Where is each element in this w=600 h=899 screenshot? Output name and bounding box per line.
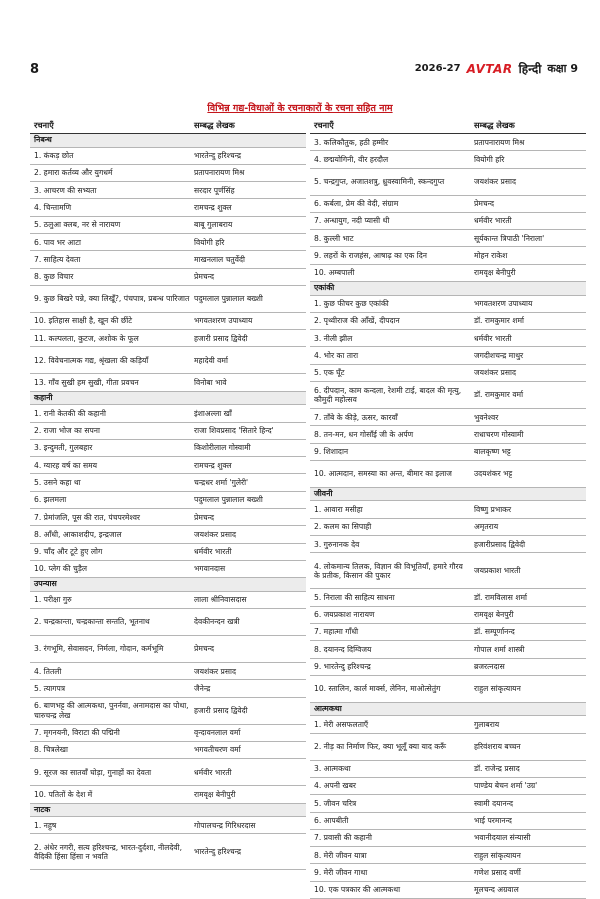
work-title: 4. लोकमान्य तिलक, विज्ञान की विभूतियाँ, हमारे गौरव के प्रतीक, किसान की पुकार: [314, 561, 463, 580]
table-row: [30, 405, 306, 422]
right-column: [310, 118, 586, 899]
table-row: [310, 734, 586, 761]
table-row: [310, 624, 586, 641]
author-name: प्रेमचन्द: [194, 512, 215, 522]
work-title: 5. एक घूँट: [314, 368, 345, 378]
work-title: 5. त्यागपत्र: [34, 683, 66, 693]
table-row: [30, 286, 306, 313]
table-header: [30, 118, 306, 134]
table-row: [30, 423, 306, 440]
author-name: पदुमलाल पुन्नालाल बख्शी: [194, 294, 263, 304]
work-title: 3. गुरुनानक देव: [314, 539, 360, 549]
table-row: [310, 347, 586, 364]
author-name: धर्मवीर भारती: [474, 216, 512, 226]
work-title: 7. मृगनयनी, विराटा की पद्मिनी: [34, 728, 120, 738]
table-row: [30, 374, 306, 391]
author-name: रामवृक्ष बेनीपुरी: [474, 268, 516, 278]
work-title: 6. दीपदान, काम कन्दला, रेशमी टाई, बादल की मृत्यु, कौमुदी महोत्सव: [314, 385, 462, 405]
work-title: 4. अपनी खबर: [314, 781, 357, 791]
page-header: [415, 60, 578, 77]
work-title: 7. प्रेमांजलि, पूस की रात, पंचपरमेश्वर: [34, 512, 141, 522]
author-name: पाण्डेय बेचन शर्मा 'उग्र': [474, 781, 538, 791]
work-title: 8. कुछ विचार: [34, 272, 74, 282]
author-name: भवानीदयाल संन्यासी: [474, 833, 531, 843]
section-heading: एकांकी: [310, 282, 586, 296]
table-row: [310, 813, 586, 830]
work-title: 1. आवारा मसीहा: [314, 505, 363, 514]
author-name: मूलचन्द अग्रवाल: [474, 885, 519, 895]
author-name: रामचन्द्र शुक्ल: [194, 460, 232, 470]
table-row: [30, 492, 306, 509]
author-name: महादेवी वर्मा: [194, 355, 228, 365]
table-row: [310, 607, 586, 624]
author-name: लाला श्रीनिवासदास: [194, 595, 247, 605]
table-row: [310, 641, 586, 658]
table-row: [30, 786, 306, 803]
table-row: [30, 330, 306, 347]
author-name: बालकृष्ण भट्ट: [474, 447, 511, 457]
table-row: [30, 834, 306, 870]
work-title: 8. चित्रलेखा: [34, 745, 68, 755]
work-title: 7. ताँबे के कीड़े, ऊसर, कारवाँ: [314, 412, 398, 422]
table-row: [30, 698, 306, 725]
table-row: [310, 330, 586, 347]
table-row: [310, 196, 586, 213]
table-row: [30, 544, 306, 561]
work-title: 5. निराला की साहित्य साधना: [314, 592, 395, 602]
work-title: 12. विवेचनात्मक गद्य, श्रृंखला की कड़ियाँ: [34, 355, 149, 365]
table-row: [30, 182, 306, 199]
work-title: 6. बाणभट्ट की आत्मकथा, पुनर्नवा, अनामदास का पोथा, चारुचन्द्र लेख: [34, 701, 189, 720]
work-title: 3. रंगभूमि, सेवासदन, निर्मला, गोदान, कर्मभूमि: [34, 644, 164, 654]
work-title: 1. परीक्षा गुरु: [34, 595, 72, 605]
section-heading: निबन्ध: [30, 134, 306, 148]
table-row: [310, 409, 586, 426]
author-name: देवकीनन्दन खत्री: [194, 617, 240, 627]
work-title: 3. आचरण की सभ्यता: [34, 185, 97, 195]
work-title: 8. कुल्ली भाट: [314, 233, 354, 243]
table-row: [310, 795, 586, 812]
author-name: मोहन राकेश: [474, 251, 508, 261]
page-number: 8: [30, 62, 40, 77]
table-row: [310, 313, 586, 330]
table-row: [310, 847, 586, 864]
author-name: गोपाल शर्मा शास्त्री: [474, 644, 525, 654]
table-row: [30, 742, 306, 759]
work-title: 4. भोर का तारा: [314, 351, 359, 361]
table-row: [310, 426, 586, 443]
table-row: [30, 440, 306, 457]
author-name: जैनेन्द्र: [194, 683, 211, 693]
author-name: धर्मवीर भारती: [474, 333, 512, 343]
brand-logo: AVTAR: [466, 61, 513, 76]
author-name: किशोरीलाल गोस्वामी: [194, 443, 251, 453]
author-name: प्रतापनारायण मिश्र: [474, 137, 525, 147]
table-row: [310, 778, 586, 795]
work-title: 6. कर्बला, प्रेम की वेदी, संग्राम: [314, 199, 399, 209]
author-name: पदुमलाल पुन्नालाल बख्शी: [194, 495, 263, 505]
author-name: भगवानदास: [194, 564, 226, 574]
author-name: धर्मवीर भारती: [194, 547, 232, 557]
page-title: [0, 101, 600, 114]
table-row: [310, 151, 586, 168]
table-row: [310, 501, 586, 518]
work-title: 5. चन्द्रगुप्त, अजातशत्रु, ध्रुवस्वामिनी, स्कन्दगुप्त: [314, 176, 445, 186]
column-header-work: रचनाएँ: [314, 120, 334, 130]
table-row: [30, 636, 306, 663]
work-title: 4. छद्मयोगिनी, वीर हरदौल: [314, 154, 389, 164]
author-name: राहुल सांकृत्यायन: [474, 850, 521, 860]
author-name: गुलाबराय: [474, 719, 500, 729]
work-title: 4. ग्यारह वर्ष का समय: [34, 460, 98, 470]
work-title: 10. आत्मदान, समस्या का अन्त, बीमार का इलाज: [314, 469, 452, 479]
author-name: धर्मवीर भारती: [194, 767, 232, 777]
work-title: 10. अम्बपाली: [314, 268, 355, 278]
work-title: 1. मेरी असफलताएँ: [314, 719, 369, 729]
table-row: [30, 561, 306, 578]
author-name: जयशंकर प्रसाद: [194, 529, 237, 539]
work-title: 7. महात्मा गाँधी: [314, 627, 359, 637]
author-name: हजारी प्रसाद द्विवेदी: [194, 706, 248, 716]
table-row: [30, 509, 306, 526]
work-title: 5. उसने कहा था: [34, 478, 81, 487]
author-name: भारतेन्दु हरिश्चन्द्र: [194, 151, 242, 161]
work-title: 2. राजा भोज का सपना: [34, 426, 100, 436]
author-name: प्रेमचन्द: [194, 644, 215, 654]
author-name: डॉ. राजेन्द्र प्रसाद: [474, 764, 520, 774]
table-row: [310, 265, 586, 282]
author-name: रामवृक्ष बेनीपुरी: [194, 789, 236, 799]
column-header-author: सम्बद्ध लेखक: [194, 120, 235, 130]
work-title: 3. कलिकौतुक, हठी हम्मीर: [314, 137, 389, 147]
work-title: 10. पतितों के देश में: [34, 789, 93, 799]
work-title: 9. सूरज का सातवाँ घोड़ा, गुनाहों का देवता: [34, 767, 152, 777]
column-header-author: सम्बद्ध लेखक: [474, 120, 515, 130]
work-title: 8. दयानन्द दिग्विजय: [314, 644, 372, 654]
section-heading: जीवनी: [310, 488, 586, 502]
author-name: रामचन्द्र शुक्ल: [194, 202, 232, 212]
table-row: [310, 761, 586, 778]
author-name: भगवतीचरण वर्मा: [194, 745, 241, 755]
work-title: 11. कल्पलता, कुटज, अशोक के फूल: [34, 333, 139, 343]
section-heading: उपन्यास: [30, 578, 306, 592]
author-name: भगवतशरण उपाध्याय: [474, 299, 533, 309]
author-name: डॉ. रामकुमार शर्मा: [474, 316, 525, 326]
table-row: [310, 659, 586, 676]
author-name: जयशंकर प्रसाद: [474, 176, 517, 186]
author-name: ब्रजरत्नदास: [474, 662, 505, 672]
work-title: 7. साहित्य देवता: [34, 254, 81, 264]
work-title: 6. आपबीती: [314, 816, 349, 826]
table-row: [310, 169, 586, 196]
work-title: 7. अन्धायुग, नदी प्यासी थी: [314, 216, 390, 226]
table-row: [310, 716, 586, 733]
table-row: [310, 213, 586, 230]
author-name: भगवतशरण उपाध्याय: [194, 316, 253, 326]
work-title: 5. ठलुआ क्लब, नर से नारायण: [34, 220, 121, 230]
work-title: 9. चाँद और टूटे हुए लोग: [34, 547, 103, 557]
work-title: 2. अंधेर नगरी, सत्य हरिश्चन्द्र, भारत-दुर्दशा, नीलदेवी, वैदिकी हिंसा हिंसा न भवति: [34, 842, 183, 861]
table-row: [30, 526, 306, 543]
author-name: जयशंकर प्रसाद: [194, 666, 237, 676]
table-row: [30, 165, 306, 182]
author-name: माखनलाल चतुर्वेदी: [194, 254, 245, 264]
author-name: रामवृक्ष बेनपुरी: [474, 610, 514, 620]
table-row: [30, 313, 306, 330]
table-row: [30, 592, 306, 609]
work-title: 3. नीली झील: [314, 333, 353, 343]
author-name: अमृतराय: [474, 522, 499, 532]
author-name: जगदीशचन्द्र माथुर: [474, 351, 524, 361]
table-row: [310, 519, 586, 536]
author-name: गणेश प्रसाद वर्णी: [474, 867, 521, 877]
page-title-text: विभिन्न गद्य-विधाओं के रचनाकारों के रचना सहित नाम: [207, 103, 393, 114]
author-name: सरदार पूर्णसिंह: [194, 185, 235, 195]
table-row: [310, 461, 586, 488]
table-row: [30, 217, 306, 234]
author-name: वियोगी हरि: [194, 237, 225, 247]
table-row: [310, 247, 586, 264]
author-name: स्वामी दयानन्द: [474, 798, 514, 808]
author-name: विष्णु प्रभाकर: [474, 505, 512, 514]
table-row: [30, 347, 306, 374]
work-title: 7. प्रवासी की कहानी: [314, 833, 372, 843]
work-title: 2. हमारा कर्तव्य और युगधर्म: [34, 168, 113, 178]
work-title: 2. कलम का सिपाही: [314, 522, 372, 532]
author-name: इंशाअल्ला खाँ: [194, 408, 232, 418]
work-title: 9. मेरी जीवन गाथा: [314, 867, 368, 877]
table-row: [310, 676, 586, 703]
author-name: भारतेन्दु हरिश्चन्द्र: [194, 847, 242, 857]
work-title: 9. लहरों के राजहंस, आषाढ़ का एक दिन: [314, 251, 427, 261]
work-title: 6. झलमला: [34, 495, 67, 505]
header-year: 2026-27: [414, 63, 461, 74]
table-row: [30, 680, 306, 697]
table-row: [30, 234, 306, 251]
section-heading: आत्मकथा: [310, 703, 586, 717]
work-title: 10. स्तालिन, कार्ल मार्क्स, लेनिन, माओत्सेतुंग: [314, 684, 441, 694]
table-row: [310, 382, 586, 409]
table-row: [310, 589, 586, 606]
work-title: 6. जयप्रकाश नारायण: [314, 610, 375, 620]
work-title: 5. जीवन चरित्र: [314, 798, 357, 808]
table-row: [310, 365, 586, 382]
author-name: हरिवंशराय बच्चन: [474, 742, 521, 752]
work-title: 9. कुछ बिखरे पन्ने, क्या लिखूँ?, पंचपात्र, प्रबन्ध पारिजात: [34, 294, 190, 304]
work-title: 8. तन-मन, धन गोसाँई जी के अर्पण: [314, 429, 414, 439]
work-title: 1. नहुष: [34, 820, 57, 830]
work-title: 6. पाव भर आटा: [34, 237, 81, 247]
author-name: वियोगी हरि: [474, 154, 505, 164]
table-row: [310, 230, 586, 247]
author-name: वृन्दावनलाल वर्मा: [194, 728, 241, 738]
author-name: राजा शिवप्रसाद 'सितारे हिन्द': [194, 426, 274, 436]
work-title: 3. आत्मकथा: [314, 764, 351, 774]
table-row: [30, 725, 306, 742]
work-title: 8. मेरी जीवन यात्रा: [314, 850, 367, 860]
table-row: [310, 536, 586, 553]
author-name: जयशंकर प्रसाद: [474, 368, 517, 378]
work-title: 13. गाँव सुखी हम सुखी, गीता प्रवचन: [34, 378, 139, 388]
table-row: [310, 864, 586, 881]
table-row: [310, 134, 586, 151]
column-header-work: रचनाएँ: [34, 120, 54, 130]
author-name: हजारीप्रसाद द्विवेदी: [474, 539, 526, 549]
table-row: [30, 663, 306, 680]
author-name: डॉ. सम्पूर्णानन्द: [474, 627, 515, 637]
author-name: चन्द्रधर शर्मा 'गुलेरी': [194, 478, 249, 487]
author-name: सूर्यकान्त त्रिपाठी 'निराला': [474, 233, 545, 243]
work-title: 4. तितली: [34, 666, 62, 676]
header-class: कक्षा 9: [547, 62, 578, 75]
work-title: 1. कुछ फीचर कुछ एकांकी: [314, 299, 389, 309]
work-title: 10. प्लेग की चुड़ैल: [34, 564, 88, 574]
author-name: बाबू गुलाबराय: [194, 220, 233, 230]
author-name: प्रतापनारायण मिश्र: [194, 168, 245, 178]
author-name: प्रेमचन्द: [474, 199, 495, 209]
section-heading: नाटक: [30, 804, 306, 818]
work-title: 10. इतिहास साक्षी है, खून की छींटे: [34, 316, 133, 326]
work-title: 3. इन्दुमती, गुलबहार: [34, 443, 93, 453]
author-name: प्रेमचन्द: [194, 272, 215, 282]
table-row: [30, 457, 306, 474]
table-row: [30, 817, 306, 834]
left-column: [30, 118, 306, 870]
table-row: [30, 148, 306, 165]
work-title: 2. चन्द्रकान्ता, चन्द्रकान्ता सन्तति, भूतनाथ: [34, 617, 150, 627]
work-title: 10. एक पत्रकार की आत्मकथा: [314, 885, 401, 895]
author-name: गोपालचन्द्र गिरिधरदास: [194, 820, 256, 830]
author-name: उदयशंकर भट्ट: [474, 469, 513, 479]
table-row: [30, 251, 306, 268]
work-title: 4. चिन्तामणि: [34, 202, 72, 212]
work-title: 9. भारतेन्दु हरिश्चन्द्र: [314, 662, 371, 672]
work-title: 1. कंकड़ छोत: [34, 151, 74, 161]
header-subject: हिन्दी: [518, 62, 542, 76]
table-row: [30, 474, 306, 491]
work-title: 9. शिशादान: [314, 447, 349, 457]
author-name: भुवनेश्वर: [474, 412, 499, 422]
table-row: [30, 609, 306, 636]
author-name: डॉ. रामकुमार वर्मा: [474, 390, 524, 400]
table-row: [310, 296, 586, 313]
table-row: [310, 830, 586, 847]
author-name: भाई परमानन्द: [474, 816, 512, 826]
table-header: [310, 118, 586, 134]
author-name: डॉ. रामविलास शर्मा: [474, 592, 527, 602]
author-name: राधाचरण गोस्वामी: [474, 429, 524, 439]
table-row: [30, 199, 306, 216]
table-row: [310, 444, 586, 461]
table-row: [30, 269, 306, 286]
table-row: [30, 759, 306, 786]
work-title: 1. रानी केतकी की कहानी: [34, 408, 106, 418]
work-title: 2. पृथ्वीराज की आँखें, दीपदान: [314, 316, 400, 326]
work-title: 2. नीड़ का निर्माण फिर, क्या भूलूँ क्या याद करूँ: [314, 742, 447, 752]
author-name: हजारी प्रसाद द्विवेदी: [194, 333, 248, 343]
section-heading: कहानी: [30, 392, 306, 406]
author-name: विनोबा भावे: [194, 378, 227, 388]
table-row: [310, 882, 586, 899]
author-name: जयप्रकाश भारती: [474, 566, 521, 576]
table-row: [310, 553, 586, 589]
work-title: 8. आँधी, आकाशदीप, इन्द्रजाल: [34, 529, 122, 539]
author-name: राहुल सांकृत्यायन: [474, 684, 521, 694]
